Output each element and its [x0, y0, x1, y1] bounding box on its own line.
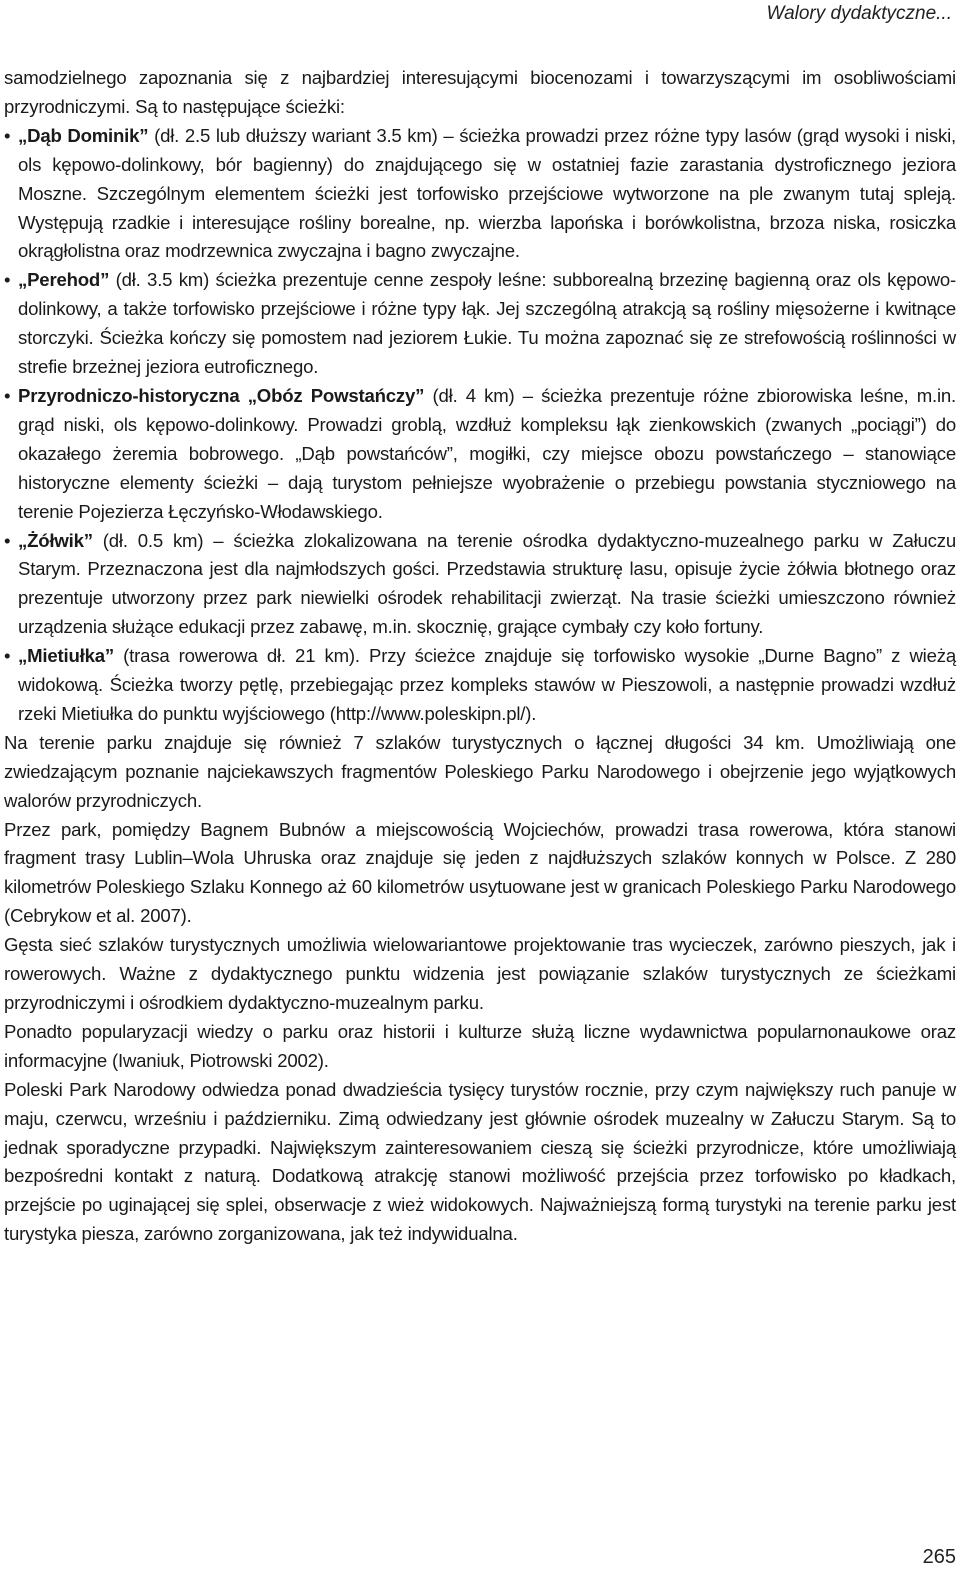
paragraph-visitors: Poleski Park Narodowy odwiedza ponad dwadzieścia tysięcy turystów rocznie, przy czym największy ruch panuje w maju, czerwcu, wrześniu i październiku. Zimą odwiedzany jest głównie ośrodek muzealny w Załuczu Starym. Są to jednak sporadyczne przypadki. Największym zainteresowaniem cieszą się ścieżki przyrodnicze, które umożliwiają bezpośredni kontakt z naturą. Dodatkową atrakcję stanowi możliwość przejścia przez torfowisko po kładkach, przejście po uginającej się splei, obserwacje z wież widokowych. Najważniejszą formą turystyki na terenie parku jest turystyka piesza, zarówno zorganizowana, jak też indywidualna.: [4, 1078, 956, 1245]
intro-paragraph: samodzielnego zapoznania się z najbardziej interesującymi biocenozami i towarzyszącymi im osobliwościami przyrodniczymi. Są to następujące ścieżki:: [4, 67, 956, 117]
bullet-icon: •: [4, 529, 11, 551]
list-item-mietiulka: [4, 642, 956, 729]
list-item-dab-dominik: [4, 122, 956, 267]
path-name: Przyrodniczo-historyczna „Obóz Powstańczy”: [18, 384, 425, 406]
page-number: 265: [922, 1546, 956, 1568]
paragraph-trails: Na terenie parku znajduje się również 7 szlaków turystycznych o łącznej długości 34 km. Umożliwiają one zwiedzającym poznanie najciekawszych fragmentów Poleskiego Parku Narodowego i obejrzenie jego wyjątkowych walorów przyrodniczych.: [4, 731, 956, 811]
path-description: (dł. 0.5 km) – ścieżka zlokalizowana na terenie ośrodka dydaktyczno-muzealnego parku w Załuczu Starym. Przeznaczona jest dla najmłodszych gości. Przedstawia strukturę lasu, opisuje życie żółwia błotnego oraz prezentuje utworzony przez park niewielki ośrodek rehabilitacji zwierząt. Na trasie ścieżki umieszczono również urządzenia służące edukacji przez zabawę, m.in. skocznię, grające cymbały czy koło fortuny.: [18, 529, 956, 638]
path-description: (trasa rowerowa dł. 21 km). Przy ścieżce znajduje się torfowisko wysokie „Durne Bagno” z wieżą widokową. Ścieżka tworzy pętlę, przebiegając przez kompleks stawów w Pieszowoli, a następnie prowadzi wzdłuż rzeki Mietiułka do punktu wyjściowego (http://www.poleskipn.pl/).: [18, 645, 956, 724]
page-body: [4, 64, 956, 1249]
nature-paths-list: [4, 122, 956, 729]
path-name: „Mietiułka”: [18, 645, 114, 667]
list-item-zolwik: [4, 527, 956, 643]
list-item-perehod: [4, 266, 956, 382]
paragraph-trail-network: Gęsta sieć szlaków turystycznych umożliwia wielowariantowe projektowanie tras wycieczek, zarówno pieszych, jak i rowerowych. Ważne z dydaktycznego punktu widzenia jest powiązanie szlaków turystycznych ze ścieżkami przyrodniczymi i ośrodkiem dydaktyczno-muzealnym parku.: [4, 934, 956, 1013]
bullet-icon: •: [4, 384, 11, 406]
paragraph-bike-horse-trails: Przez park, pomiędzy Bagnem Bubnów a miejscowością Wojciechów, prowadzi trasa rowerowa, która stanowi fragment trasy Lublin–Wola Uhruska oraz znajduje się jeden z najdłuższych szlaków konnych w Polsce. Z 280 kilometrów Poleskiego Szlaku Konnego aż 60 kilometrów usytuowane jest w granicach Poleskiego Parku Narodowego (Cebrykow et al. 2007).: [4, 818, 956, 927]
path-name: „Dąb Dominik”: [18, 124, 149, 146]
bullet-icon: •: [4, 645, 11, 667]
bullet-icon: •: [4, 269, 11, 291]
list-item-oboz-powstanczy: [4, 382, 956, 527]
path-description: (dł. 4 km) – ścieżka prezentuje różne zbiorowiska leśne, m.in. grąd niski, ols kępowo-dolinkowy. Prowadzi groblą, wzdłuż kompleksu łąk zienkowskich (zwanych „pociągi”) do okazałego żeremia bobrowego. „Dąb powstańców”, mogiłki, czy miejsce obozu powstańczego – stanowiące historyczne elementy ścieżki – dają turystom pełniejsze wyobrażenie o przebiegu powstania styczniowego na terenie Pojezierza Łęczyńsko-Włodawskiego.: [18, 384, 957, 522]
path-name: „Żółwik”: [18, 529, 93, 551]
running-header: Walory dydaktyczne...: [766, 3, 952, 24]
path-description: (dł. 3.5 km) ścieżka prezentuje cenne zespoły leśne: subborealną brzezinę bagienną oraz ols kępowo-dolinkowy, a także torfowisko przejściowe i różne typy łąk. Jej szczególną atrakcją są rośliny mięsożerne i kwitnące storczyki. Ścieżka kończy się pomostem nad jeziorem Łukie. Tu można zapoznać się ze strefowością roślinności w strefie brzeżnej jeziora eutroficznego.: [18, 269, 956, 378]
path-name: „Perehod”: [18, 269, 110, 291]
path-description: (dł. 2.5 lub dłuższy wariant 3.5 km) – ścieżka prowadzi przez różne typy lasów (grąd wysoki i niski, ols kępowo-dolinkowy, bór bagienny) do znajdującego się w ostatniej fazie zarastania dystroficznego jeziora Moszne. Szczególnym elementem ścieżki jest torfowisko przejściowe wytworzone na ple zwanym tutaj spleją. Występują rzadkie i interesujące rośliny borealne, np. wierzba lapońska i borówkolistna, brzoza niska, rosiczka okrągłolistna oraz modrzewnica zwyczajna i bagno zwyczajne.: [18, 124, 956, 262]
paragraph-publications: Ponadto popularyzacji wiedzy o parku oraz historii i kulturze służą liczne wydawnictwa popularnonaukowe oraz informacyjne (Iwaniuk, Piotrowski 2002).: [4, 1020, 956, 1071]
bullet-icon: •: [4, 124, 11, 146]
